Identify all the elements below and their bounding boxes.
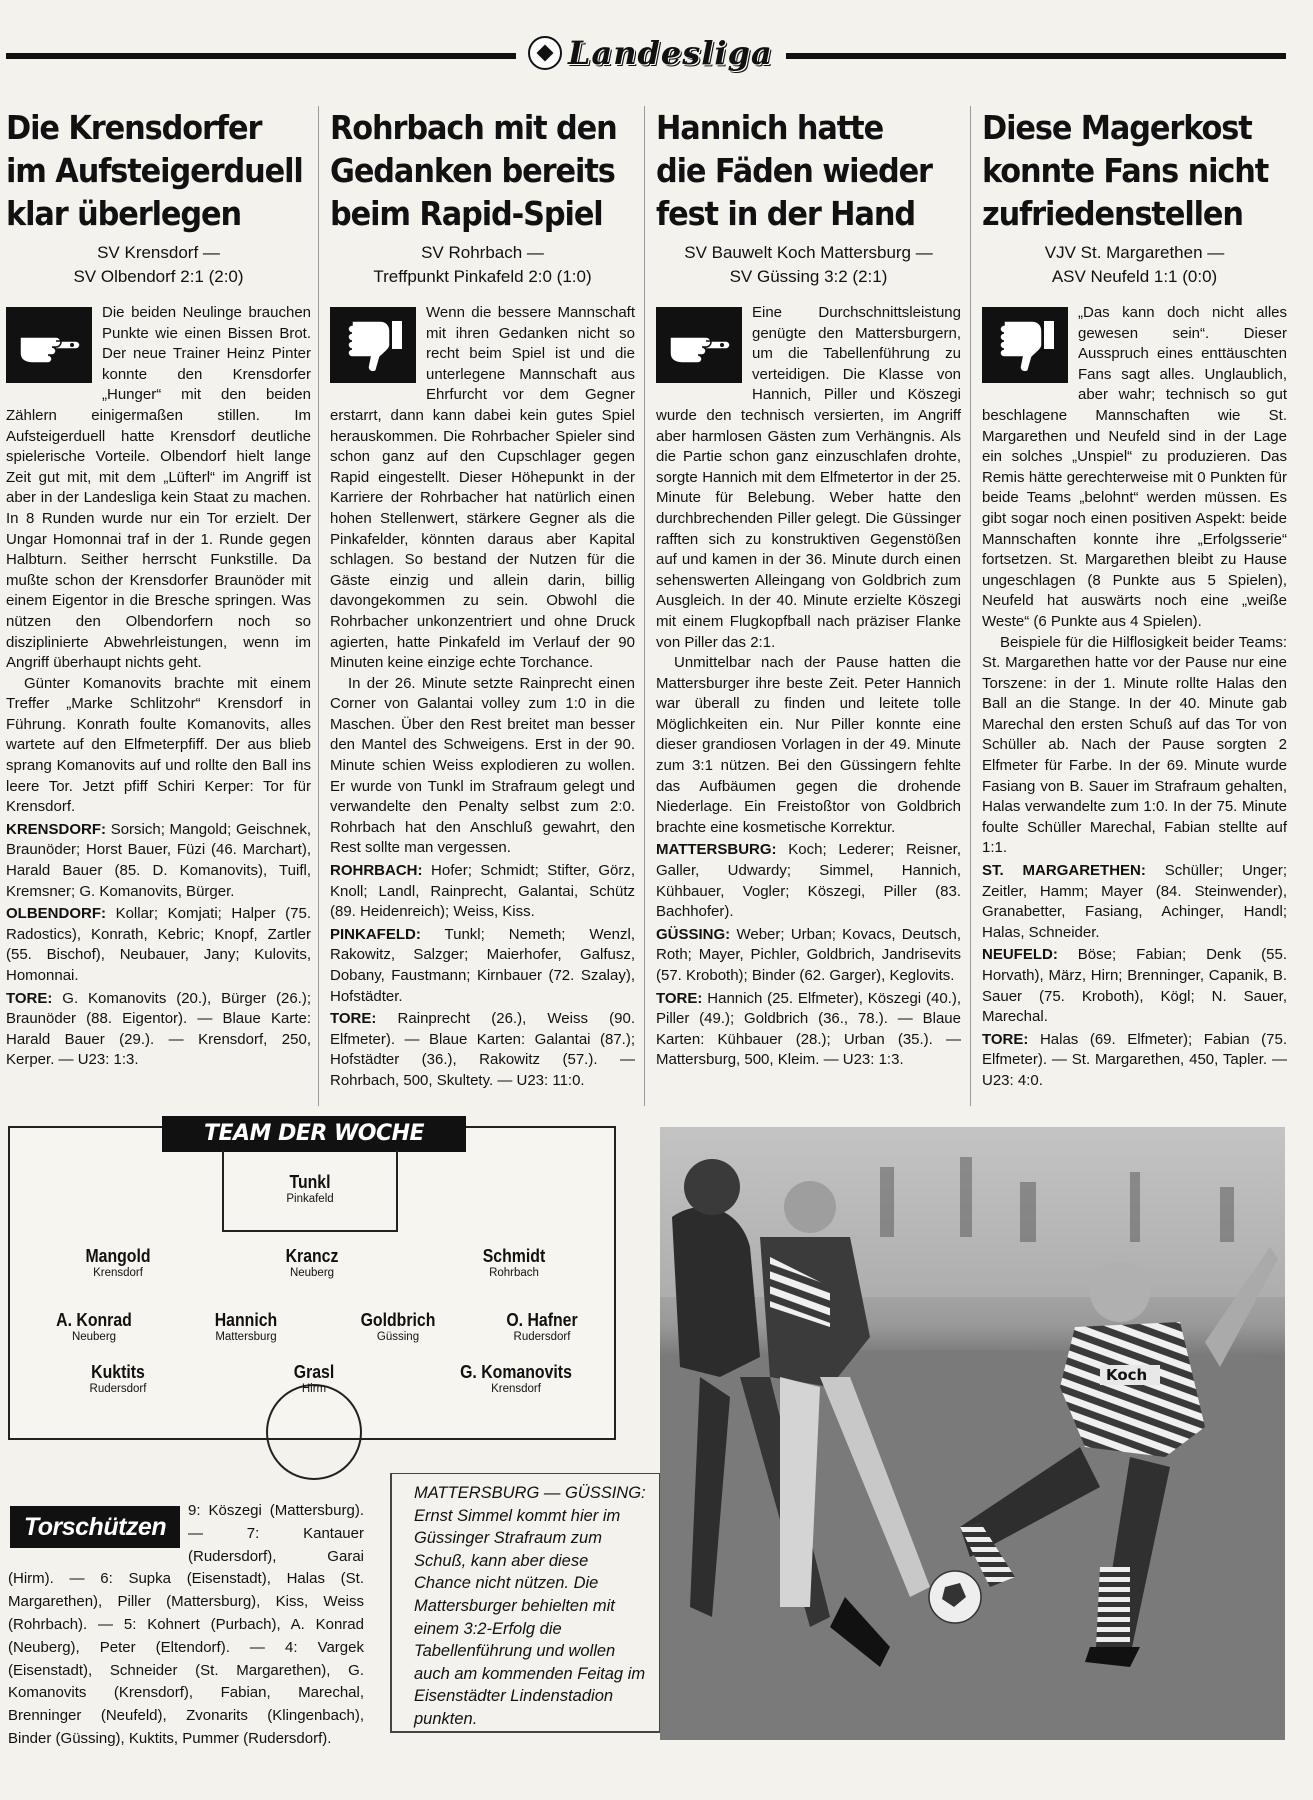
player: Krancz Neuberg: [285, 1246, 339, 1279]
thumbs-down-icon: [330, 307, 416, 383]
article-krensdorf: [6, 106, 311, 1071]
team-of-week-title: TEAM DER WOCHE: [162, 1116, 466, 1152]
article-body: [330, 303, 635, 1092]
match-result: SV Rohrbach — Treffpunkt Pinkafeld 2:0 (1:0): [373, 243, 592, 286]
lineup-line: TORE: G. Komanovits (20.), Bürger (26.); Braunöder (88. Eigentor). — Blaue Karte: Harald Bauer (29.). — Krensdorf, 250, Kerper. — U23: 1:3.: [6, 989, 311, 1069]
center-circle: [266, 1384, 362, 1480]
lineup-line: OLBENDORF: Kollar; Komjati; Halper (75. Radostics), Konrath, Kebric; Knopf, Zartler (55. Bischof), Neubauer, Jany; Kulovits, Homonnai.: [6, 905, 311, 984]
section-masthead: [6, 34, 1286, 72]
lineup-line: MATTERSBURG: Koch; Lederer; Reisner, Galler, Udwardy; Simmel, Hannich, Kühbauer, Vogler; Köszegi, Piller (83. Bachhofer).: [656, 841, 961, 921]
player: Grasl Hirm: [293, 1362, 335, 1395]
lineup-line: ROHRBACH: Hofer; Schmidt; Stifter, Görz, Knoll; Landl, Rainprecht, Galantai, Schütz (89. Heidenreich); Weiss, Kiss.: [330, 862, 635, 921]
column-divider: [318, 106, 319, 1106]
match-result: SV Krensdorf — SV Olbendorf 2:1 (2:0): [73, 243, 244, 286]
player: Schmidt Rohrbach: [482, 1246, 546, 1279]
masthead-rule-left: [6, 53, 516, 59]
article-body: [982, 303, 1287, 1092]
article-headline: Rohrbach mit den Gedanken bereits beim Rapid-Spiel: [330, 108, 617, 233]
hand-pointing-icon: [656, 307, 742, 383]
lineup-line: NEUFELD: Böse; Fabian; Denk (55. Horvath), März, Hirn; Brenninger, Capanik, B. Sauer (75. Kroboth), Kögl; N. Sauer, Marechal.: [982, 946, 1287, 1026]
lineup-line: KRENSDORF: Sorsich; Mangold; Geischnek, Braunöder; Horst Bauer, Füzi (46. Marchart), Harald Bauer (85. D. Komanovits), Tuifl, Kremsner; G. Komanovits, Bürger.: [6, 820, 311, 900]
lineup-line: PINKAFELD: Tunkl; Nemeth; Wenzl, Rakowitz, Salzger; Maierhofer, Galfusz, Dobany, Faustmann; Kirnbauer (72. Szalay), Hofstädter.: [330, 925, 635, 1005]
article-headline: Hannich hatte die Fäden wieder fest in der Hand: [656, 108, 932, 233]
player: Goldbrich Güssing: [360, 1310, 436, 1343]
paragraph: Unmittelbar nach der Pause hatten die Mattersburger ihre beste Zeit. Peter Hannich war überall zu finden und leitete tolle Möglichkeiten ein. Nur Piller konnte eine dieser grandiosen Vorlagen in der 49. Minute zum 3:1 nützen. Bei den Güssingern fehlte das Aufbäumen gegen die drohende Niederlage. Ein Freistoßtor von Goldbrich brachte eine kosmetische Korrektur.: [656, 654, 961, 836]
paragraph: Beispiele für die Hilflosigkeit beider Teams: St. Margarethen hatte vor der Pause nur eine Torszene: in der 1. Minute rollte Halas den Ball an die Stange. In der 40. Minute gab Marechal den ersten Schuß auf das Tor von Schüller ab. Nach der Pause sorgten 2 Elfmeter für Farbe. In der 69. Minute wurde Fasiang von B. Sauer im Strafraum gehalten, Halas verwandelte zum 1:0. In der 75. Minute foulte Schüller Marechal, Fabian stellte auf 1:1.: [982, 633, 1287, 857]
team-of-the-week: [8, 1121, 616, 1440]
photo-caption: MATTERSBURG — GÜSSING: Ernst Simmel kommt hier im Güssinger Strafraum zum Schuß, kann aber diese Chance nicht nützen. Die Mattersburger behielten mit einem 3:2-Erfolg die Tabellenführung und wollen auch am kommenden Feitag im Eisenstädter Lindenstadion punkten.: [390, 1473, 660, 1733]
article-mattersburg: [656, 106, 961, 1071]
player: A. Konrad Neuberg: [56, 1310, 132, 1343]
article-st-margarethen: [982, 106, 1287, 1092]
column-divider: [644, 106, 645, 1106]
player: G. Komanovits Krensdorf: [460, 1362, 572, 1395]
article-headline: Die Krensdorfer im Aufsteigerduell klar überlegen: [6, 108, 303, 233]
scorers-text: 9: Köszegi (Mattersburg). — 7: Kantauer (Rudersdorf), Garai (Hirm). — 6: Supka (Eisenstadt), Halas (St. Margarethen), Piller (Mattersburg), Kiss, Weiss (Rohrbach). — 5: Kohnert (Purbach), A. Konrad (Neuberg), Peter (Eltendorf). — 4: Vargek (Eisenstadt), Schneider (St. Margarethen), G. Komanovits (Krensdorf), Fabian, Marechal, Brenninger (Neufeld), Zvonarits (Klingenbach), Binder (Güssing), Kuktits, Pummer (Rudersdorf).: [8, 1502, 364, 1747]
match-result: SV Bauwelt Koch Mattersburg — SV Güssing 3:2 (2:1): [684, 243, 933, 286]
match-photo: [660, 1127, 1285, 1740]
lineup-line: GÜSSING: Weber; Urban; Kovacs, Deutsch, Roth; Mayer, Pichler, Goldbrich, Jandrisevits (57. Krobоth); Binder (62. Garger), Keglovits.: [656, 925, 961, 984]
article-rohrbach: [330, 106, 635, 1092]
jersey-sponsor: Koch: [1106, 1366, 1148, 1384]
scorers-title: Torschützen: [10, 1506, 180, 1548]
lineup-line: TORE: Hannich (25. Elfmeter), Köszegi (40.), Piller (49.); Goldbrich (36., 78.). — Blaue Karten: Kühbauer (28.); Urban (35.). — Mattersburg, 500, Kleim. — U23: 1:3.: [656, 989, 961, 1069]
article-body: [6, 303, 311, 1071]
player: O. Hafner Rudersdorf: [506, 1310, 578, 1343]
column-divider: [970, 106, 971, 1106]
match-photo-drawing: [660, 1127, 1285, 1740]
article-headline: Diese Magerkost konnte Fans nicht zufriedenstellen: [982, 108, 1269, 233]
paragraph: „Das kann doch nicht alles gewesen sein“. Dieser Ausspruch eines enttäuschten Fans sagt alles. Unglaublich, aber wahr; technisch so gut beschlagene Mannschaften wie St. Margarethen und Neufeld sind in der Lage ein solches „Unspiel“ zu produzieren. Das Remis hätte gerechterweise mit 0 Punkten für beide Teams „belohnt“ werden müssen. Es gibt sogar noch einen positiven Aspekt: beide Mannschaften konnte ihre „Erfolgsserie“ fortsetzen. St. Margarethen bleibt zu Hause ungeschlagen (8 Punkte aus 5 Spielen), Neufeld hat auswärts noch eine „weiße Weste“ (6 Punkte aus 4 Spielen).: [982, 304, 1287, 630]
thumbs-down-icon: [982, 307, 1068, 383]
lineup-line: ST. MARGARETHEN: Schüller; Unger; Zeitler, Hamm; Mayer (84. Steinwender), Granabetter, Fasiang, Achinger, Handl; Halas, Schneider.: [982, 862, 1287, 941]
section-name: Landesliga: [568, 34, 773, 72]
article-body: [656, 303, 961, 1071]
paragraph: Eine Durchschnittsleistung genügte den Mattersburgern, um die Tabellenführung zu verteidigen. Die Klasse von Hannich, Piller und Köszegi wurde den technisch versierten, im Angriff aber harmlosen Gästen zum Verhängnis. Als die Partie schon ganz einzuschlafen drohte, sorgte Hannich mit dem Elfmetertor in der 25. Minute für Belebung. Weber hatte den durchbrechenden Piller gelegt. Die Güssinger rafften sich zu konstruktiven Gegenstößen auf und kamen in der 36. Minute durch einen sehenswerten Alleingang von Goldbrich zum Ausgleich. In der 40. Minute erzielte Köszegi mit einem Flugkopfball nach präziser Flanke von Piller das 2:1.: [656, 304, 961, 651]
hand-pointing-icon: [6, 307, 92, 383]
scorers-list: [8, 1500, 364, 1751]
soccer-ball-icon: [528, 36, 562, 70]
masthead-rule-right: [786, 53, 1286, 59]
player: Hannich Mattersburg: [214, 1310, 278, 1343]
player: Kuktits Rudersdorf: [89, 1362, 147, 1395]
match-result: VJV St. Margarethen — ASV Neufeld 1:1 (0:0): [1044, 243, 1225, 286]
paragraph: In der 26. Minute setzte Rainprecht einen Corner von Galantai volley zum 1:0 in die Maschen. Über den Rest breitet man besser den Mantel des Schweigens. Erst in der 90. Minute schien Weiss explodieren zu wollen. Er wurde von Tunkl im Strafraum gelegt und verwandelte den Penalty selbst zum 2:0. Rohrbach hat den Anschluß gewahrt, den Rest sollte man vergessen.: [330, 674, 635, 857]
lineup-line: TORE: Rainprecht (26.), Weiss (90. Elfmeter). — Blaue Karten: Galantai (87.); Hofstädter (36.), Rakowitz (57.). — Rohrbach, 500, Skultety. — U23: 11:0.: [330, 1010, 635, 1089]
paragraph: Die beiden Neulinge brauchen Punkte wie einen Bissen Brot. Der neue Trainer Heinz Pinter konnte den Krensdorfer „Hunger“ mit den beiden Zählern einigermaßen stillen. Im Aufsteigerduell hatte Krensdorf deutliche spielerische Vorteile. Olbendorf hielt lange Zeit gut mit, mit dem „Lüfterl“ im Angriff ist aber in der Landesliga kein Staat zu machen. In 8 Runden wurde nur ein Tor erzielt. Der Ungar Homonnai traf in der 1. Runde gegen Halbturn. Seither herrscht Funkstille. Da mußte schon der Krensdorfer Braunöder mit einem Eigentor in die Bresche springen. Was nützen den Olbendorfern noch so disziplinierte Abwehrleistungen, wenn im Angriff überhaupt nichts geht.: [6, 304, 311, 672]
paragraph: Wenn die bessere Mannschaft mit ihren Gedanken nicht so recht beim Spiel ist und die unterlegene Mannschaft aus Ehrfurcht vor dem Gegner erstarrt, dann kann dabei kein gutes Spiel herauskommen. Die Rohrbacher Spieler sind schon ganz auf den Cupschlager gegen Rapid eingestellt. Dieser Höhepunkt in der Karriere der Rohrbacher hat natürlich einen hohen Stellenwert, stärkere Gegner als die Pinkafelder, könnten daraus aber Kapital schlagen. So bestand der Nutzen für die Gäste einzig und allein darin, billig davongekommen zu sein. Obwohl die Rohrbacher unkonzentriert und ohne Druck agierten, hatte Pinkafeld im Verlauf der 90 Minuten keine einzige echte Torchance.: [330, 304, 635, 672]
lineup-line: TORE: Halas (69. Elfmeter); Fabian (75. Elfmeter). — St. Margarethen, 450, Tapler. — U23: 4:0.: [982, 1030, 1287, 1089]
paragraph: Günter Komanovits brachte mit einem Treffer „Marke Schlitzohr“ Krensdorf in Führung. Konrath foulte Komanovits, alles wartete auf den Elfmeterpfiff. Der aus blieb sprang Komanovits auf und rollte den Ball ins leere Tor. Jetzt pfiff Schiri Kerper: Tor für Krensdorf.: [6, 674, 311, 816]
section-title: [528, 34, 780, 72]
player: Mangold Krensdorf: [85, 1246, 151, 1279]
player-goalkeeper: Tunkl Pinkafeld: [286, 1172, 334, 1205]
